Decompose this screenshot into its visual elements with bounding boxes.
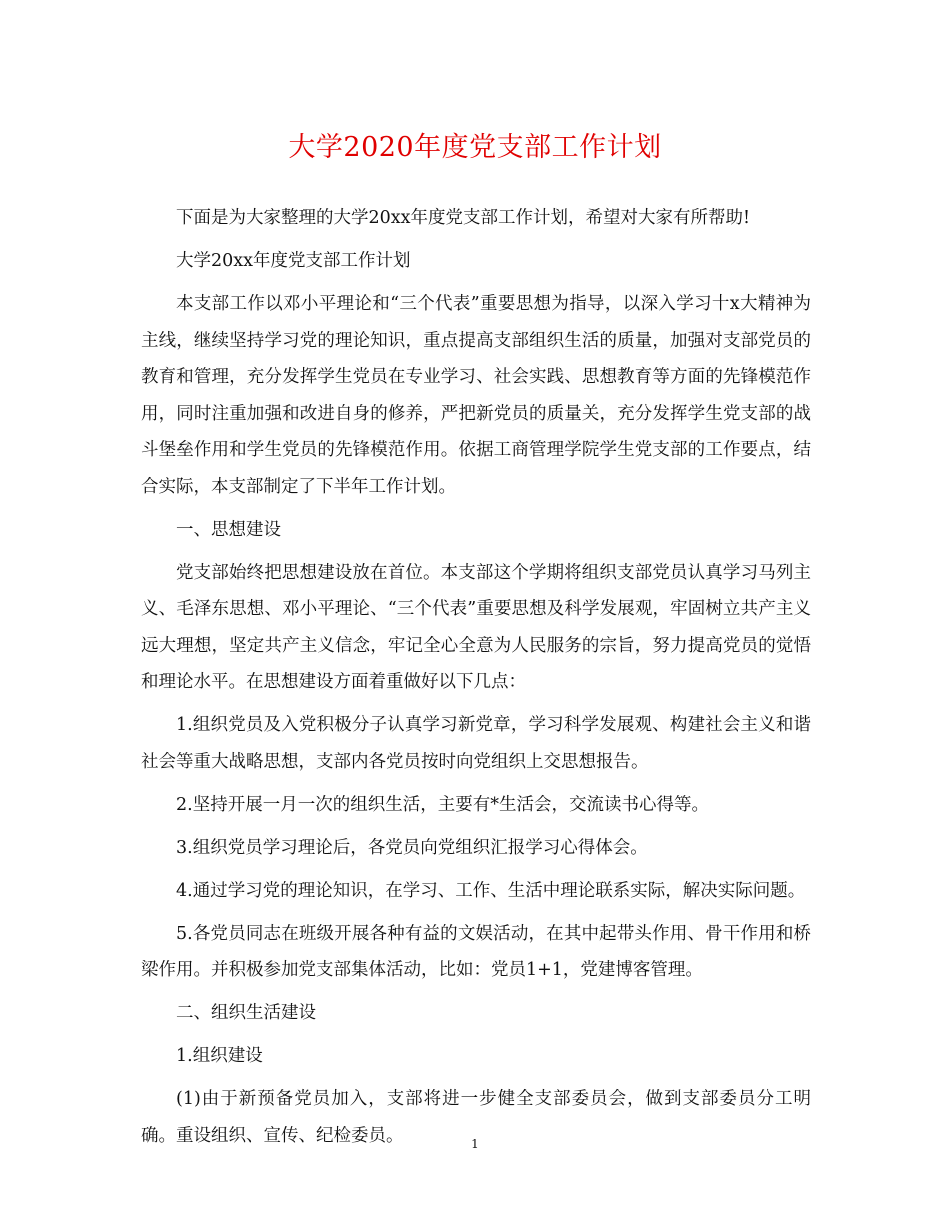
section-heading-organization: 二、组织生活建设 [176, 1003, 316, 1023]
section-heading-ideology: 一、思想建设 [176, 519, 281, 540]
document-body [141, 200, 811, 1161]
document-title: 大学2020年度党支部工作计划 [288, 132, 662, 163]
list-item-2: 2.坚持开展一月一次的组织生活，主要有*生活会，交流读书心得等。 [176, 794, 709, 815]
subsection-heading-organization: 1.组织建设 [176, 1046, 263, 1066]
list-item-1: 1.组织党员及入党积极分子认真学习新党章，学习科学发展观、构建社会主义和谐社会等重大战略思想，支部内各党员按时向党组织上交思想报告。 [141, 715, 811, 772]
subtitle-paragraph: 大学20xx年度党支部工作计划 [176, 251, 411, 271]
page-number: 1 [471, 1137, 479, 1151]
list-item-5: 5.各党员同志在班级开展各种有益的文娱活动，在其中起带头作用、骨干作用和桥梁作用。并积极参加党支部集体活动，比如：党员1+1，党建博客管理。 [141, 923, 811, 980]
list-item-4: 4.通过学习党的理论知识，在学习、工作、生活中理论联系实际，解决实际问题。 [176, 880, 806, 901]
ideology-paragraph: 党支部始终把思想建设放在首位。本支部这个学期将组织支部党员认真学习马列主义、毛泽东思想、邓小平理论、“三个代表”重要思想及科学发展观，牢固树立共产主义远大理想，坚定共产主义信念，牢记全心全意为人民服务的宗旨，努力提高党员的觉悟和理论水平。在思想建设方面着重做好以下几点： [141, 562, 811, 692]
list-item-3: 3.组织党员学习理论后，各党员向党组织汇报学习心得体会。 [176, 837, 648, 858]
organization-item-1: (1)由于新预备党员加入，支部将进一步健全支部委员会，做到支部委员分工明确。重设组织、宣传、纪检委员。 [141, 1089, 811, 1146]
overview-paragraph: 本支部工作以邓小平理论和“三个代表”重要思想为指导，以深入学习十x大精神为主线，继续坚持学习党的理论知识，重点提高支部组织生活的质量，加强对支部党员的教育和管理，充分发挥学生党员在专业学习、社会实践、思想教育等方面的先锋模范作用，同时注重加强和改进自身的修养，严把新党员的质量关，充分发挥学生党支部的战斗堡垒作用和学生党员的先锋模范作用。依据工商管理学院学生党支部的工作要点，结合实际，本支部制定了下半年工作计划。 [141, 294, 811, 497]
intro-paragraph: 下面是为大家整理的大学20xx年度党支部工作计划，希望对大家有所帮助! [176, 208, 751, 228]
